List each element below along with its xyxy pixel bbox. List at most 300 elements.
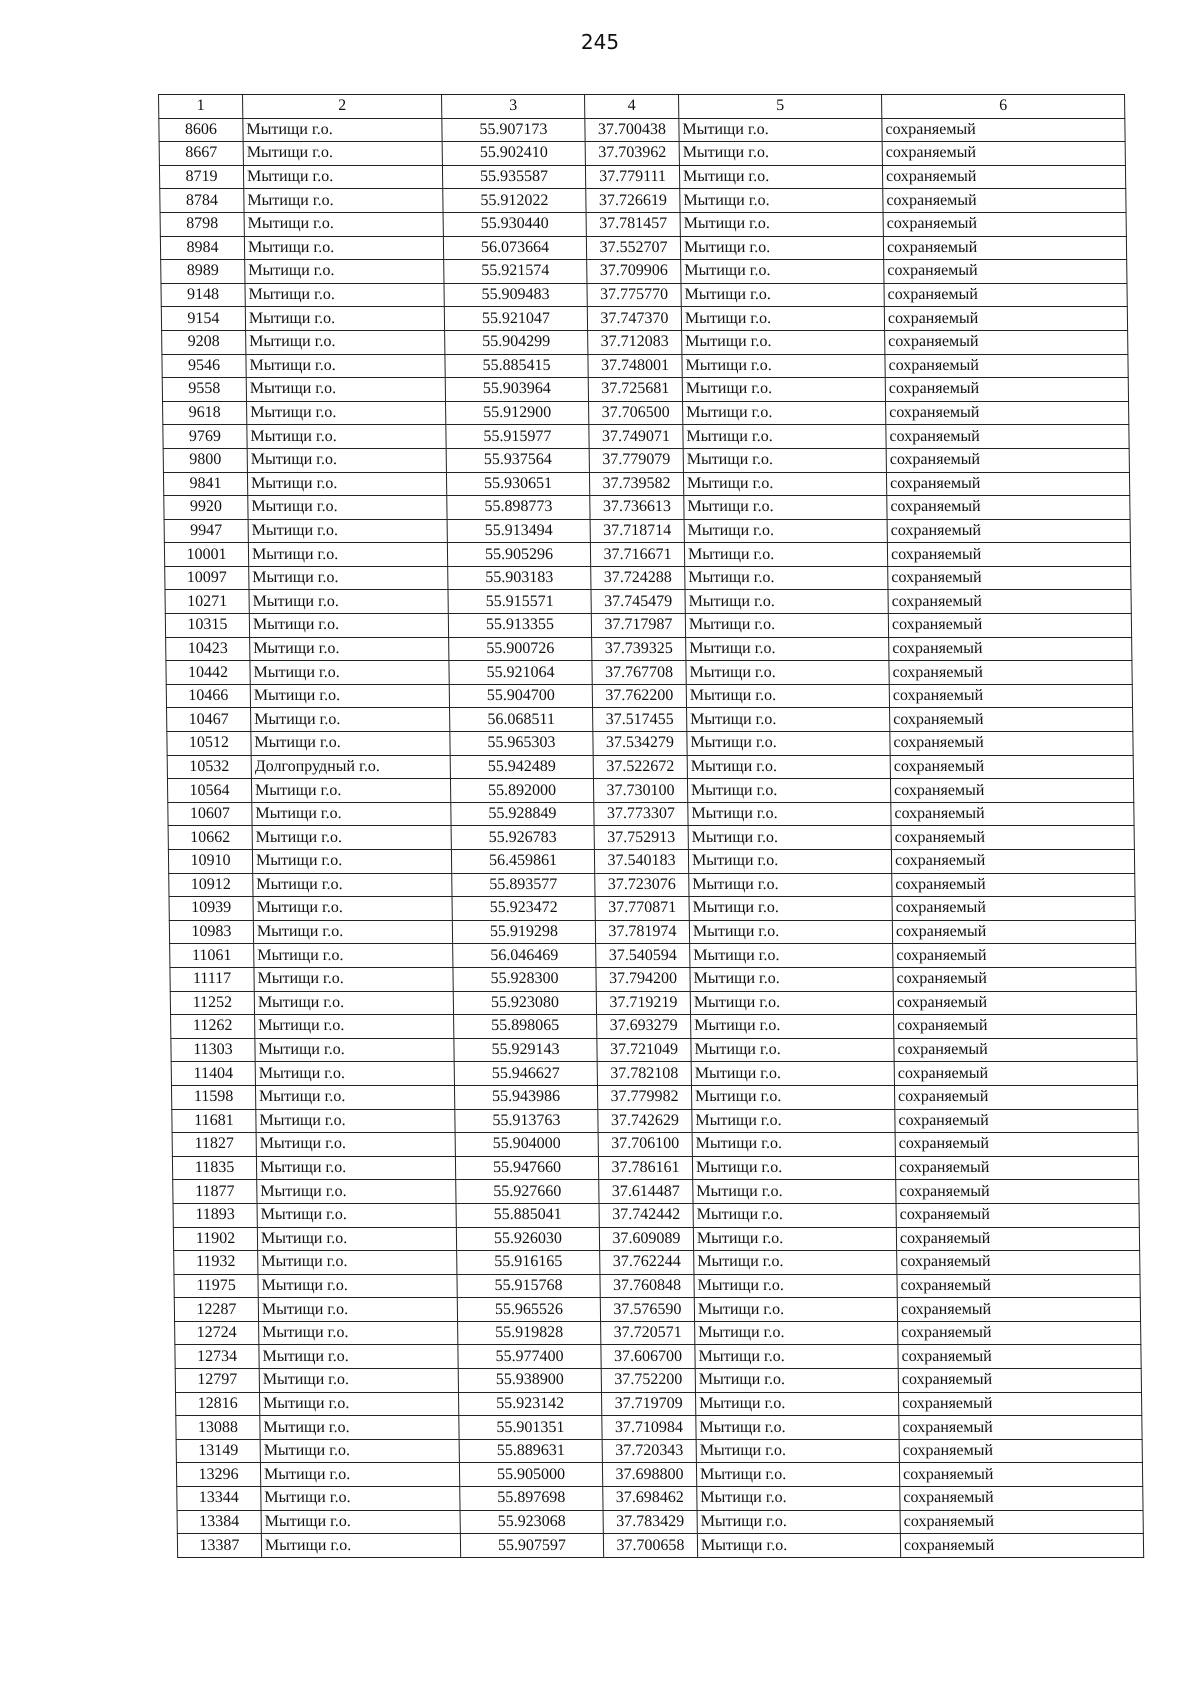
cell-longitude: 37.742629 (598, 1109, 692, 1133)
cell-municipality: Мытищи г.о. (248, 543, 447, 567)
table-row (177, 1534, 1143, 1558)
cell-latitude: 55.923142 (458, 1392, 601, 1416)
cell-number: 12797 (175, 1369, 259, 1393)
cell-number: 11902 (173, 1227, 257, 1251)
cell-number: 8719 (159, 165, 243, 189)
table-row (164, 496, 1130, 520)
cell-latitude: 55.903183 (448, 566, 591, 590)
cell-longitude: 37.709906 (587, 260, 681, 284)
cell-status: сохраняемый (900, 1510, 1143, 1534)
cell-municipality: Мытищи г.о. (256, 1156, 455, 1180)
cell-number: 10564 (167, 779, 251, 803)
cell-latitude: 55.905000 (459, 1463, 602, 1487)
cell-municipality-2: Мытищи г.о. (696, 1439, 899, 1463)
cell-municipality-2: Мытищи г.о. (683, 472, 886, 496)
cell-latitude: 55.909483 (444, 283, 587, 307)
cell-longitude: 37.781457 (586, 212, 680, 236)
cell-municipality-2: Мытищи г.о. (694, 1251, 897, 1275)
table-row (160, 236, 1126, 260)
cell-latitude: 55.913494 (447, 519, 590, 543)
cell-longitude: 37.724288 (591, 566, 685, 590)
cell-longitude: 37.703962 (585, 142, 679, 166)
cell-municipality: Мытищи г.о. (250, 684, 449, 708)
cell-latitude: 55.913355 (448, 614, 591, 638)
cell-latitude: 55.926783 (451, 826, 594, 850)
table-row (162, 354, 1128, 378)
cell-municipality-2: Мытищи г.о. (687, 755, 890, 779)
cell-municipality-2: Мытищи г.о. (680, 189, 883, 213)
cell-number: 11303 (171, 1038, 255, 1062)
cell-number: 11893 (173, 1203, 257, 1227)
cell-municipality: Мытищи г.о. (247, 401, 446, 425)
table-row (170, 991, 1136, 1015)
table-row (173, 1180, 1139, 1204)
cell-municipality-2: Мытищи г.о. (685, 614, 888, 638)
cell-number: 12724 (175, 1321, 259, 1345)
cell-municipality-2: Мытищи г.о. (693, 1180, 896, 1204)
cell-municipality: Мытищи г.о. (243, 118, 442, 142)
cell-latitude: 55.916165 (457, 1251, 600, 1275)
cell-municipality: Мытищи г.о. (261, 1534, 460, 1558)
cell-latitude: 55.915977 (446, 425, 589, 449)
cell-latitude: 55.965526 (457, 1298, 600, 1322)
table-body (159, 118, 1144, 1557)
table-row (167, 779, 1133, 803)
cell-longitude: 37.747370 (587, 307, 681, 331)
table-row (169, 897, 1135, 921)
cell-longitude: 37.698800 (602, 1463, 696, 1487)
cell-number: 11117 (170, 967, 254, 991)
cell-longitude: 37.770871 (595, 897, 689, 921)
cell-status: сохраняемый (888, 614, 1131, 638)
cell-longitude: 37.609089 (599, 1227, 693, 1251)
table-row (174, 1298, 1140, 1322)
cell-latitude: 55.923080 (453, 991, 596, 1015)
cell-municipality: Мытищи г.о. (246, 378, 445, 402)
cell-longitude: 37.576590 (600, 1298, 694, 1322)
cell-longitude: 37.721049 (597, 1038, 691, 1062)
cell-longitude: 37.786161 (598, 1156, 692, 1180)
cell-status: сохраняемый (900, 1487, 1143, 1511)
cell-status: сохраняемый (897, 1298, 1140, 1322)
cell-number: 8606 (159, 118, 243, 142)
cell-longitude: 37.719709 (601, 1392, 695, 1416)
cell-longitude: 37.710984 (602, 1416, 696, 1440)
cell-status: сохраняемый (887, 496, 1130, 520)
cell-status: сохраняемый (895, 1109, 1138, 1133)
cell-latitude: 55.921064 (449, 661, 592, 685)
cell-municipality-2: Мытищи г.о. (681, 307, 884, 331)
cell-latitude: 55.903964 (445, 378, 588, 402)
cell-municipality: Мытищи г.о. (243, 165, 442, 189)
cell-municipality-2: Мытищи г.о. (694, 1274, 897, 1298)
cell-longitude: 37.736613 (590, 496, 684, 520)
cell-latitude: 55.913763 (455, 1109, 598, 1133)
table-row (159, 142, 1125, 166)
cell-municipality: Мытищи г.о. (252, 850, 451, 874)
cell-municipality: Мытищи г.о. (245, 307, 444, 331)
cell-latitude: 55.977400 (458, 1345, 601, 1369)
cell-municipality-2: Мытищи г.о. (696, 1416, 899, 1440)
cell-latitude: 55.929143 (454, 1038, 597, 1062)
cell-municipality: Мытищи г.о. (261, 1487, 460, 1511)
cell-number: 13088 (176, 1416, 260, 1440)
cell-longitude: 37.752200 (601, 1369, 695, 1393)
cell-municipality-2: Мытищи г.о. (687, 708, 890, 732)
cell-municipality: Мытищи г.о. (253, 920, 452, 944)
page-number: 245 (580, 30, 620, 54)
cell-municipality: Мытищи г.о. (249, 614, 448, 638)
cell-latitude: 55.927660 (456, 1180, 599, 1204)
cell-latitude: 55.928300 (453, 967, 596, 991)
cell-latitude: 55.930440 (443, 212, 586, 236)
cell-longitude: 37.779079 (589, 448, 683, 472)
cell-status: сохраняемый (899, 1463, 1142, 1487)
cell-status: сохраняемый (897, 1251, 1140, 1275)
cell-latitude: 55.928849 (451, 802, 594, 826)
cell-municipality: Мытищи г.о. (249, 566, 448, 590)
cell-longitude: 37.748001 (588, 354, 682, 378)
cell-latitude: 55.965303 (450, 732, 593, 756)
cell-municipality-2: Мытищи г.о. (688, 826, 891, 850)
cell-longitude: 37.719219 (596, 991, 690, 1015)
cell-municipality: Мытищи г.о. (251, 779, 450, 803)
column-header: 2 (243, 95, 442, 119)
cell-number: 10532 (167, 755, 251, 779)
cell-municipality-2: Мытищи г.о. (685, 590, 888, 614)
cell-number: 13384 (177, 1510, 261, 1534)
cell-municipality-2: Мытищи г.о. (685, 566, 888, 590)
cell-municipality: Мытищи г.о. (248, 496, 447, 520)
cell-municipality: Мытищи г.о. (247, 448, 446, 472)
cell-status: сохраняемый (894, 1062, 1137, 1086)
cell-number: 11835 (172, 1156, 256, 1180)
cell-municipality: Мытищи г.о. (255, 1085, 454, 1109)
table-row (163, 425, 1129, 449)
table-row (172, 1109, 1138, 1133)
cell-latitude: 55.935587 (442, 165, 585, 189)
cell-status: сохраняемый (883, 189, 1126, 213)
table-row (164, 543, 1130, 567)
cell-latitude: 55.912900 (446, 401, 589, 425)
cell-latitude: 55.885041 (456, 1203, 599, 1227)
cell-latitude: 55.900726 (449, 637, 592, 661)
table-row (177, 1510, 1143, 1534)
cell-municipality-2: Мытищи г.о. (683, 448, 886, 472)
cell-municipality: Мытищи г.о. (245, 260, 444, 284)
cell-number: 12287 (174, 1298, 258, 1322)
cell-municipality: Мытищи г.о. (247, 425, 446, 449)
cell-municipality-2: Мытищи г.о. (681, 283, 884, 307)
cell-status: сохраняемый (891, 850, 1134, 874)
cell-municipality: Мытищи г.о. (255, 1062, 454, 1086)
cell-municipality-2: Мытищи г.о. (684, 496, 887, 520)
cell-longitude: 37.712083 (588, 330, 682, 354)
cell-municipality-2: Мытищи г.о. (691, 1015, 894, 1039)
cell-longitude: 37.716671 (590, 543, 684, 567)
cell-latitude: 55.904000 (455, 1133, 598, 1157)
cell-latitude: 55.898065 (454, 1015, 597, 1039)
cell-municipality-2: Мытищи г.о. (691, 1062, 894, 1086)
cell-municipality-2: Мытищи г.о. (686, 684, 889, 708)
table-row (169, 873, 1135, 897)
cell-latitude: 55.892000 (450, 779, 593, 803)
cell-longitude: 37.540594 (596, 944, 690, 968)
cell-status: сохраняемый (896, 1227, 1139, 1251)
cell-municipality-2: Мытищи г.о. (689, 897, 892, 921)
cell-status: сохраняемый (884, 307, 1127, 331)
cell-status: сохраняемый (884, 260, 1127, 284)
cell-municipality-2: Мытищи г.о. (693, 1203, 896, 1227)
cell-longitude: 37.720343 (602, 1439, 696, 1463)
cell-municipality: Мытищи г.о. (244, 212, 443, 236)
cell-status: сохраняемый (890, 755, 1133, 779)
table-row (161, 260, 1127, 284)
cell-status: сохраняемый (885, 330, 1128, 354)
cell-longitude: 37.726619 (586, 189, 680, 213)
table-row (159, 118, 1125, 142)
cell-status: сохраняемый (890, 779, 1133, 803)
cell-municipality: Мытищи г.о. (258, 1274, 457, 1298)
cell-number: 13296 (176, 1463, 260, 1487)
cell-municipality: Мытищи г.о. (250, 637, 449, 661)
cell-number: 10939 (169, 897, 253, 921)
table-row (176, 1463, 1142, 1487)
table-row (170, 944, 1136, 968)
table-row (160, 212, 1126, 236)
cell-longitude: 37.742442 (599, 1203, 693, 1227)
cell-status: сохраняемый (898, 1345, 1141, 1369)
cell-municipality-2: Мытищи г.о. (697, 1510, 900, 1534)
cell-number: 11827 (172, 1133, 256, 1157)
cell-number: 13149 (176, 1439, 260, 1463)
cell-municipality-2: Мытищи г.о. (695, 1345, 898, 1369)
cell-status: сохраняемый (897, 1274, 1140, 1298)
cell-number: 8798 (160, 212, 244, 236)
cell-latitude: 55.923472 (452, 897, 595, 921)
cell-longitude: 37.783429 (603, 1510, 697, 1534)
cell-municipality-2: Мытищи г.о. (695, 1392, 898, 1416)
data-table (158, 94, 1144, 1558)
cell-municipality: Мытищи г.о. (253, 897, 452, 921)
cell-municipality: Мытищи г.о. (247, 472, 446, 496)
cell-municipality-2: Мытищи г.о. (683, 425, 886, 449)
column-header: 3 (442, 95, 585, 119)
column-header: 4 (585, 95, 679, 119)
cell-municipality: Долгопрудный г.о. (251, 755, 450, 779)
cell-number: 10607 (168, 802, 252, 826)
cell-municipality-2: Мытищи г.о. (690, 967, 893, 991)
cell-municipality-2: Мытищи г.о. (697, 1487, 900, 1511)
cell-municipality: Мытищи г.о. (260, 1416, 459, 1440)
cell-number: 8989 (161, 260, 245, 284)
cell-latitude: 55.907597 (460, 1534, 603, 1558)
table-row (161, 307, 1127, 331)
table-row (165, 566, 1131, 590)
cell-latitude: 55.923068 (460, 1510, 603, 1534)
cell-number: 10467 (167, 708, 251, 732)
table-row (167, 732, 1133, 756)
cell-municipality-2: Мытищи г.о. (684, 519, 887, 543)
table-row (169, 920, 1135, 944)
cell-longitude: 37.718714 (590, 519, 684, 543)
cell-latitude: 55.905296 (447, 543, 590, 567)
table-row (177, 1487, 1143, 1511)
cell-municipality-2: Мытищи г.о. (683, 401, 886, 425)
cell-number: 10662 (168, 826, 252, 850)
table-row (166, 661, 1132, 685)
table-row (171, 1015, 1137, 1039)
cell-municipality-2: Мытищи г.о. (691, 1038, 894, 1062)
cell-number: 11681 (172, 1109, 256, 1133)
cell-status: сохраняемый (884, 283, 1127, 307)
table-row (163, 472, 1129, 496)
cell-status: сохраняемый (889, 684, 1132, 708)
cell-longitude: 37.706100 (598, 1133, 692, 1157)
cell-number: 9546 (162, 354, 246, 378)
cell-longitude: 37.779111 (585, 165, 679, 189)
cell-number: 8784 (160, 189, 244, 213)
cell-status: сохраняемый (892, 897, 1135, 921)
table-row (161, 283, 1127, 307)
cell-status: сохраняемый (899, 1439, 1142, 1463)
cell-latitude: 56.068511 (450, 708, 593, 732)
cell-status: сохраняемый (885, 378, 1128, 402)
cell-municipality: Мытищи г.о. (255, 1038, 454, 1062)
cell-number: 10097 (165, 566, 249, 590)
cell-number: 10271 (165, 590, 249, 614)
cell-municipality: Мытищи г.о. (256, 1133, 455, 1157)
cell-municipality-2: Мытищи г.о. (684, 543, 887, 567)
cell-status: сохраняемый (882, 142, 1125, 166)
cell-municipality: Мытищи г.о. (243, 142, 442, 166)
cell-longitude: 37.767708 (592, 661, 686, 685)
table-row (171, 1062, 1137, 1086)
cell-municipality-2: Мытищи г.о. (695, 1369, 898, 1393)
cell-longitude: 37.749071 (589, 425, 683, 449)
cell-number: 10315 (165, 614, 249, 638)
table-row (173, 1203, 1139, 1227)
table-row (159, 165, 1125, 189)
table-row (170, 967, 1136, 991)
cell-number: 11932 (174, 1251, 258, 1275)
cell-status: сохраняемый (896, 1203, 1139, 1227)
cell-latitude: 55.904700 (449, 684, 592, 708)
table-row (162, 378, 1128, 402)
cell-status: сохраняемый (889, 661, 1132, 685)
cell-longitude: 37.540183 (594, 850, 688, 874)
cell-latitude: 55.937564 (446, 448, 589, 472)
table-row (164, 519, 1130, 543)
cell-status: сохраняемый (886, 425, 1129, 449)
table-row (175, 1345, 1141, 1369)
cell-number: 10442 (166, 661, 250, 685)
cell-number: 10423 (166, 637, 250, 661)
cell-municipality-2: Мытищи г.о. (689, 873, 892, 897)
table-row (160, 189, 1126, 213)
cell-status: сохраняемый (893, 944, 1136, 968)
cell-number: 8667 (159, 142, 243, 166)
cell-municipality-2: Мытищи г.о. (694, 1298, 897, 1322)
table-row (174, 1251, 1140, 1275)
cell-number: 9920 (164, 496, 248, 520)
cell-status: сохраняемый (898, 1321, 1141, 1345)
cell-number: 10912 (169, 873, 253, 897)
cell-municipality-2: Мытищи г.о. (679, 118, 882, 142)
cell-latitude: 55.946627 (454, 1062, 597, 1086)
cell-status: сохраняемый (891, 802, 1134, 826)
cell-status: сохраняемый (886, 401, 1129, 425)
cell-longitude: 37.693279 (597, 1015, 691, 1039)
cell-municipality-2: Мытищи г.о. (686, 661, 889, 685)
cell-longitude: 37.706500 (589, 401, 683, 425)
cell-municipality: Мытищи г.о. (257, 1227, 456, 1251)
table-row (175, 1392, 1141, 1416)
table-row (171, 1038, 1137, 1062)
table-row (167, 755, 1133, 779)
cell-longitude: 37.698462 (603, 1487, 697, 1511)
cell-municipality: Мытищи г.о. (252, 802, 451, 826)
table-row (167, 708, 1133, 732)
cell-municipality-2: Мытищи г.о. (687, 779, 890, 803)
cell-municipality: Мытищи г.о. (261, 1510, 460, 1534)
column-header: 1 (159, 95, 243, 119)
cell-status: сохраняемый (892, 873, 1135, 897)
cell-number: 9148 (161, 283, 245, 307)
cell-municipality-2: Мытищи г.о. (691, 1085, 894, 1109)
cell-longitude: 37.781974 (595, 920, 689, 944)
cell-status: сохраняемый (886, 448, 1129, 472)
cell-latitude: 55.901351 (459, 1416, 602, 1440)
cell-status: сохраняемый (889, 637, 1132, 661)
cell-number: 10910 (168, 850, 252, 874)
cell-municipality-2: Мытищи г.о. (680, 212, 883, 236)
cell-municipality-2: Мытищи г.о. (688, 802, 891, 826)
table-row (176, 1416, 1142, 1440)
cell-number: 9769 (163, 425, 247, 449)
cell-longitude: 37.522672 (593, 755, 687, 779)
table-row (168, 802, 1134, 826)
cell-municipality-2: Мытищи г.о. (690, 944, 893, 968)
cell-status: сохраняемый (891, 826, 1134, 850)
cell-latitude: 55.938900 (458, 1369, 601, 1393)
cell-municipality: Мытищи г.о. (254, 991, 453, 1015)
cell-municipality: Мытищи г.о. (244, 189, 443, 213)
cell-status: сохраняемый (882, 165, 1125, 189)
cell-municipality: Мытищи г.о. (260, 1463, 459, 1487)
table-row (163, 448, 1129, 472)
cell-municipality-2: Мытищи г.о. (692, 1133, 895, 1157)
cell-longitude: 37.739325 (592, 637, 686, 661)
column-header: 5 (679, 95, 882, 119)
cell-municipality-2: Мытищи г.о. (688, 850, 891, 874)
cell-municipality: Мытищи г.о. (254, 944, 453, 968)
cell-latitude: 55.897698 (460, 1487, 603, 1511)
cell-number: 10001 (164, 543, 248, 567)
table-row (174, 1274, 1140, 1298)
table-row (173, 1227, 1139, 1251)
cell-municipality: Мытищи г.о. (246, 330, 445, 354)
cell-number: 11975 (174, 1274, 258, 1298)
cell-status: сохраняемый (895, 1133, 1138, 1157)
header-row (159, 95, 1125, 119)
cell-municipality-2: Мытищи г.о. (697, 1534, 900, 1558)
cell-latitude: 55.912022 (443, 189, 586, 213)
cell-municipality: Мытищи г.о. (245, 283, 444, 307)
cell-number: 11262 (171, 1015, 255, 1039)
cell-municipality-2: Мытищи г.о. (681, 260, 884, 284)
cell-municipality-2: Мытищи г.о. (687, 732, 890, 756)
